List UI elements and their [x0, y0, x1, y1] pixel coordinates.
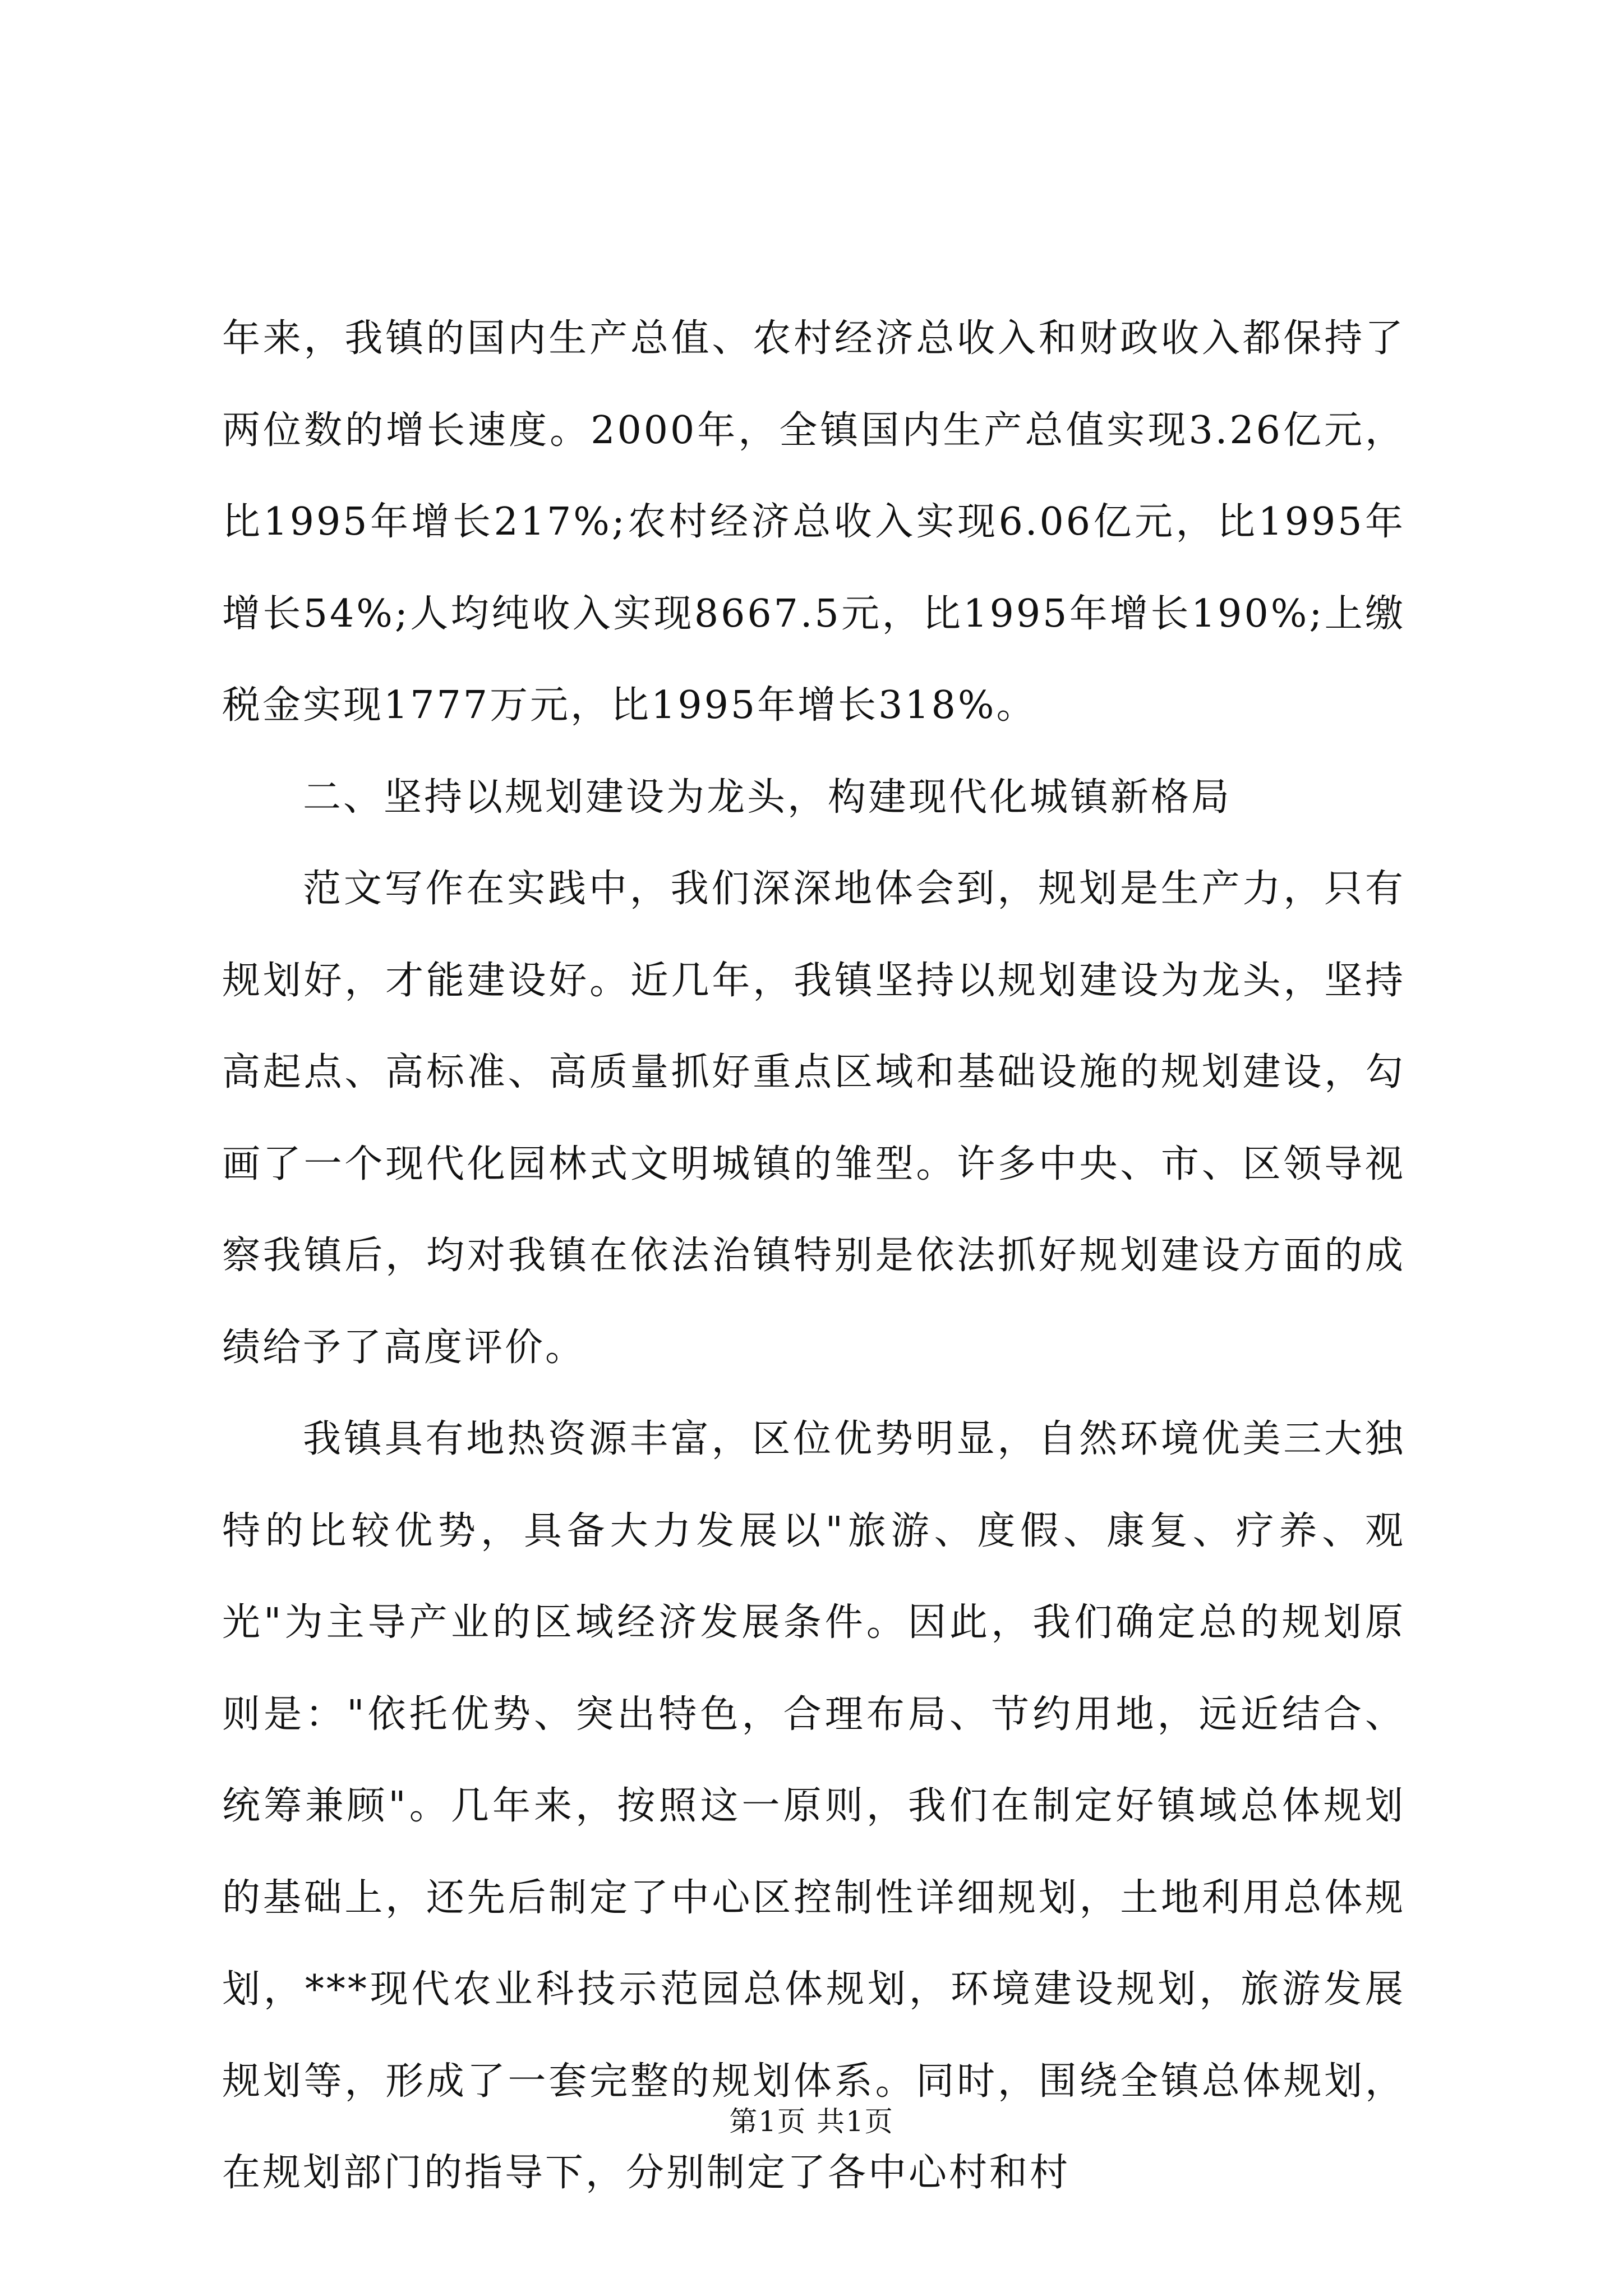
page-footer: 第1页 共1页 [729, 2105, 894, 2138]
paragraph-growth-figures: 年来，我镇的国内生产总值、农村经济总收入和财政收入都保持了两位数的增长速度。2000年，全镇国内生产总值实现3.26亿元，比1995年增长217%;农村经济总收入实现6.06亿元，比1995年增长54%;人均纯收入实现8667.5元，比1995年增长190%;上缴税金实现1777万元，比1995年增长318%。 [222, 316, 1405, 728]
document-body [222, 293, 1405, 2219]
paragraph-planning-practice: 范文写作在实践中，我们深深地体会到，规划是生产力，只有规划好，才能建设好。近几年，我镇坚持以规划建设为龙头，坚持高起点、高标准、高质量抓好重点区域和基础设施的规划建设，勾画了一个现代化园林式文明城镇的雏型。许多中央、市、区领导视察我镇后，均对我镇在依法治镇特别是依法抓好规划建设方面的成绩给予了高度评价。 [222, 867, 1405, 1370]
section-heading: 二、坚持以规划建设为龙头，构建现代化城镇新格局 [303, 775, 1232, 820]
paragraph-planning-system: 我镇具有地热资源丰富，区位优势明显，自然环境优美三大独特的比较优势，具备大力发展以"旅游、度假、康复、疗养、观光"为主导产业的区域经济发展条件。因此，我们确定总的规划原则是："依托优势、突出特色，合理布局、节约用地，远近结合、统筹兼顾"。几年来，按照这一原则，我们在制定好镇域总体规划的基础上，还先后制定了中心区控制性详细规划，土地利用总体规划，***现代农业科技示范园总体规划，环境建设规划，旅游发展规划等，形成了一套完整的规划体系。同时，围绕全镇总体规划，在规划部门的指导下，分别制定了各中心村和村 [222, 1417, 1405, 2195]
